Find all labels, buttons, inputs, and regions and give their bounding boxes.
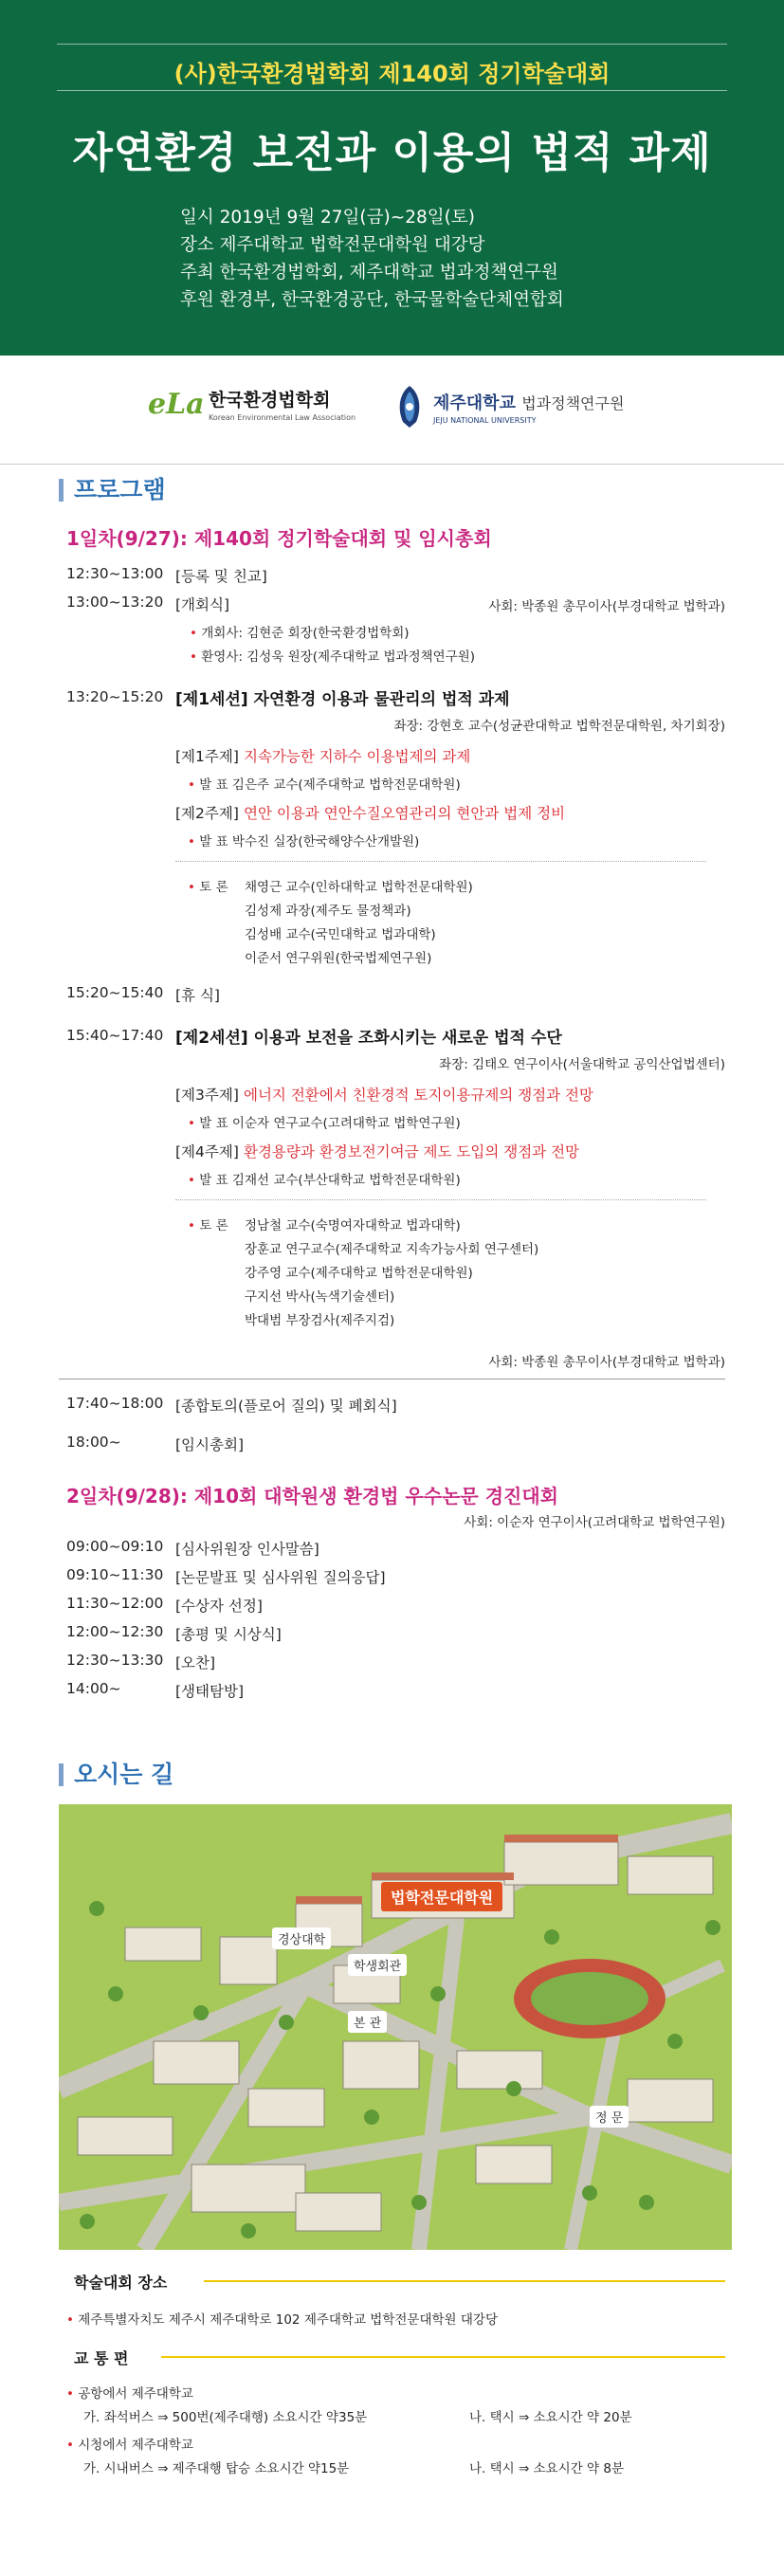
time-label: 15:40~17:40: [66, 1027, 164, 1044]
campus-map: [59, 1804, 732, 2250]
topic3-presenter: • 발 표 이순자 연구교수(고려대학교 법학연구원): [188, 1116, 461, 1131]
jeju-logo: [393, 384, 624, 429]
time-label: 12:30~13:00: [66, 565, 164, 582]
info-date: 일시 2019년 9월 27일(금)~28일(토): [180, 208, 475, 228]
info-host: 주최 한국환경법학회, 제주대학교 법과정책연구원: [180, 263, 558, 283]
session2-mc: 사회: 박종원 총무이사(부경대학교 법학과): [488, 1355, 725, 1370]
discussants-label: • 토 론: [188, 1218, 228, 1233]
topic2-presenter: • 발 표 박수진 실장(한국해양수산개발원): [188, 834, 420, 850]
discussant: 김성배 교수(국민대학교 법과대학): [245, 927, 436, 942]
jeju-en-name: JEJU NATIONAL UNIVERSITY: [433, 415, 537, 425]
time-label: 13:00~13:20: [66, 594, 164, 611]
divider: [161, 2356, 725, 2358]
discussants-label: • 토 론: [188, 880, 228, 895]
ekla-logo: [148, 386, 356, 422]
program-section: [0, 465, 784, 1759]
logo-bar: [0, 356, 784, 465]
event-title: 자연환경 보전과 이용의 법적 과제: [72, 129, 712, 177]
welcome-speech: • 환영사: 김성욱 원장(제주대학교 법과정책연구원): [190, 649, 476, 665]
time-label: 09:10~11:30: [66, 1566, 164, 1583]
session2-title: [제2세션] 이용과 보전을 조화시키는 새로운 법적 수단: [175, 1029, 562, 1048]
map-label-main-gate: 정 문: [590, 2106, 629, 2128]
session1-title: [제1세션] 자연환경 이용과 물관리의 법적 과제: [175, 690, 510, 709]
discussant: 채영근 교수(인하대학교 법학전문대학원): [245, 880, 473, 895]
info-sponsor: 후원 환경부, 한국환경공단, 한국물학술단체연합회: [180, 290, 564, 310]
divider: [204, 2280, 725, 2282]
city-taxi: 나. 택시 ⇒ 소요시간 약 8분: [469, 2461, 625, 2476]
topic2: [제2주제] 연안 이용과 연안수질오염관리의 현안과 법제 정비: [175, 805, 566, 822]
airport-bus: 가. 좌석버스 ⇒ 500번(제주대행) 소요시간 약35분: [83, 2410, 368, 2425]
directions-section: [0, 1759, 784, 2476]
divider: [57, 44, 727, 45]
ekla-en-name: Korean Environmental Law Association: [209, 413, 356, 422]
discussant: 박대범 부장검사(제주지검): [245, 1313, 395, 1328]
time-label: 13:20~15:20: [66, 688, 164, 705]
transport-heading: 교 통 편: [74, 2349, 129, 2367]
time-label: 17:40~18:00: [66, 1395, 164, 1412]
header-banner: [0, 0, 784, 356]
divider: [175, 861, 706, 862]
time-label: 09:00~09:10: [66, 1538, 164, 1555]
time-label: 12:30~13:30: [66, 1652, 164, 1669]
topic1: [제1주제] 지속가능한 지하수 이용법제의 과제: [175, 748, 471, 765]
agenda-item: [개회식]: [175, 596, 230, 613]
agenda-item: [임시총회]: [175, 1436, 244, 1453]
agenda-item: [등록 및 친교]: [175, 568, 267, 585]
venue-address: • 제주특별자치도 제주시 제주대학로 102 제주대학교 법학전문대학원 대강당: [66, 2312, 499, 2328]
day2-title: 2일차(9/28): 제10회 대학원생 환경법 우수논문 경진대회: [66, 1485, 558, 1507]
topic4-presenter: • 발 표 김재선 교수(부산대학교 법학전문대학원): [188, 1173, 461, 1188]
time-label: 14:00~: [66, 1680, 121, 1697]
agenda-item: [총평 및 시상식]: [175, 1626, 282, 1643]
map-label-student-hall: 학생회관: [348, 1954, 407, 1976]
agenda-item: [심사위원장 인사말씀]: [175, 1541, 319, 1558]
map-label-main-building: 본 관: [348, 2011, 387, 2033]
event-info: [180, 204, 564, 314]
ekla-name: 한국환경법학회: [209, 390, 331, 411]
time-label: 15:20~15:40: [66, 984, 164, 1001]
mc-note: 사회: 박종원 총무이사(부경대학교 법학과): [488, 599, 725, 614]
time-label: 12:00~12:30: [66, 1623, 164, 1640]
agenda-item: [수상자 선정]: [175, 1598, 263, 1615]
topic1-presenter: • 발 표 김은주 교수(제주대학교 법학전문대학원): [188, 777, 461, 793]
session1-chair: 좌장: 강현호 교수(성균관대학교 법학전문대학원, 차기회장): [393, 719, 725, 734]
jeju-name: 제주대학교 법과정책연구원: [433, 393, 625, 413]
discussant: 이준서 연구위원(한국법제연구원): [245, 951, 432, 966]
day1-title: 1일차(9/27): 제140회 정기학술대회 및 임시총회: [66, 527, 492, 550]
map-label-law-school: 법학전문대학원: [381, 1882, 502, 1911]
discussant: 장훈교 연구교수(제주대학교 지속가능사회 연구센터): [245, 1242, 539, 1257]
city-route-label: • 시청에서 제주대학교: [66, 2438, 193, 2453]
session2-chair: 좌장: 김태오 연구이사(서울대학교 공익산업법센터): [439, 1057, 725, 1072]
divider: [175, 1199, 706, 1200]
program-heading: 프로그램: [0, 474, 166, 506]
time-label: 11:30~12:00: [66, 1595, 164, 1612]
divider: [57, 90, 727, 91]
agenda-item: [오찬]: [175, 1654, 216, 1672]
airport-taxi: 나. 택시 ⇒ 소요시간 약 20분: [469, 2410, 632, 2425]
agenda-item: [휴 식]: [175, 987, 220, 1004]
event-subtitle: (사)한국환경법학회 제140회 정기학술대회: [173, 61, 611, 87]
agenda-item: [논문발표 및 심사위원 질의응답]: [175, 1569, 386, 1586]
discussant: 강주영 교수(제주대학교 법학전문대학원): [245, 1266, 473, 1281]
info-venue: 장소 제주대학교 법학전문대학원 대강당: [180, 235, 485, 255]
opening-speech: • 개회사: 김현준 회장(한국환경법학회): [190, 626, 410, 641]
jeju-emblem-icon: [393, 384, 426, 429]
ekla-logo-mark: eLa: [148, 387, 205, 421]
topic4: [제4주제] 환경용량과 환경보전기여금 제도 도입의 쟁점과 전망: [175, 1143, 580, 1160]
discussant: 김성제 과장(제주도 물정책과): [245, 904, 411, 919]
city-bus: 가. 시내버스 ⇒ 제주대행 탑승 소요시간 약15분: [83, 2461, 350, 2476]
day2-mc: 사회: 이순자 연구이사(고려대학교 법학연구원): [464, 1515, 725, 1530]
topic3: [제3주제] 에너지 전환에서 친환경적 토지이용규제의 쟁점과 전망: [175, 1087, 593, 1104]
discussant: 구지선 박사(녹색기술센터): [245, 1289, 395, 1305]
agenda-item: [생태탐방]: [175, 1683, 244, 1700]
directions-heading: 오시는 길: [0, 1759, 173, 1791]
discussant: 정남철 교수(숙명여자대학교 법과대학): [245, 1218, 461, 1233]
agenda-item: [종합토의(플로어 질의) 및 폐회식]: [175, 1398, 397, 1415]
campus-map-illustration: [59, 1804, 732, 2250]
map-label-economics: 경상대학: [272, 1927, 331, 1949]
venue-heading: 학술대회 장소: [74, 2274, 168, 2292]
airport-route-label: • 공항에서 제주대학교: [66, 2386, 193, 2402]
time-label: 18:00~: [66, 1434, 121, 1451]
